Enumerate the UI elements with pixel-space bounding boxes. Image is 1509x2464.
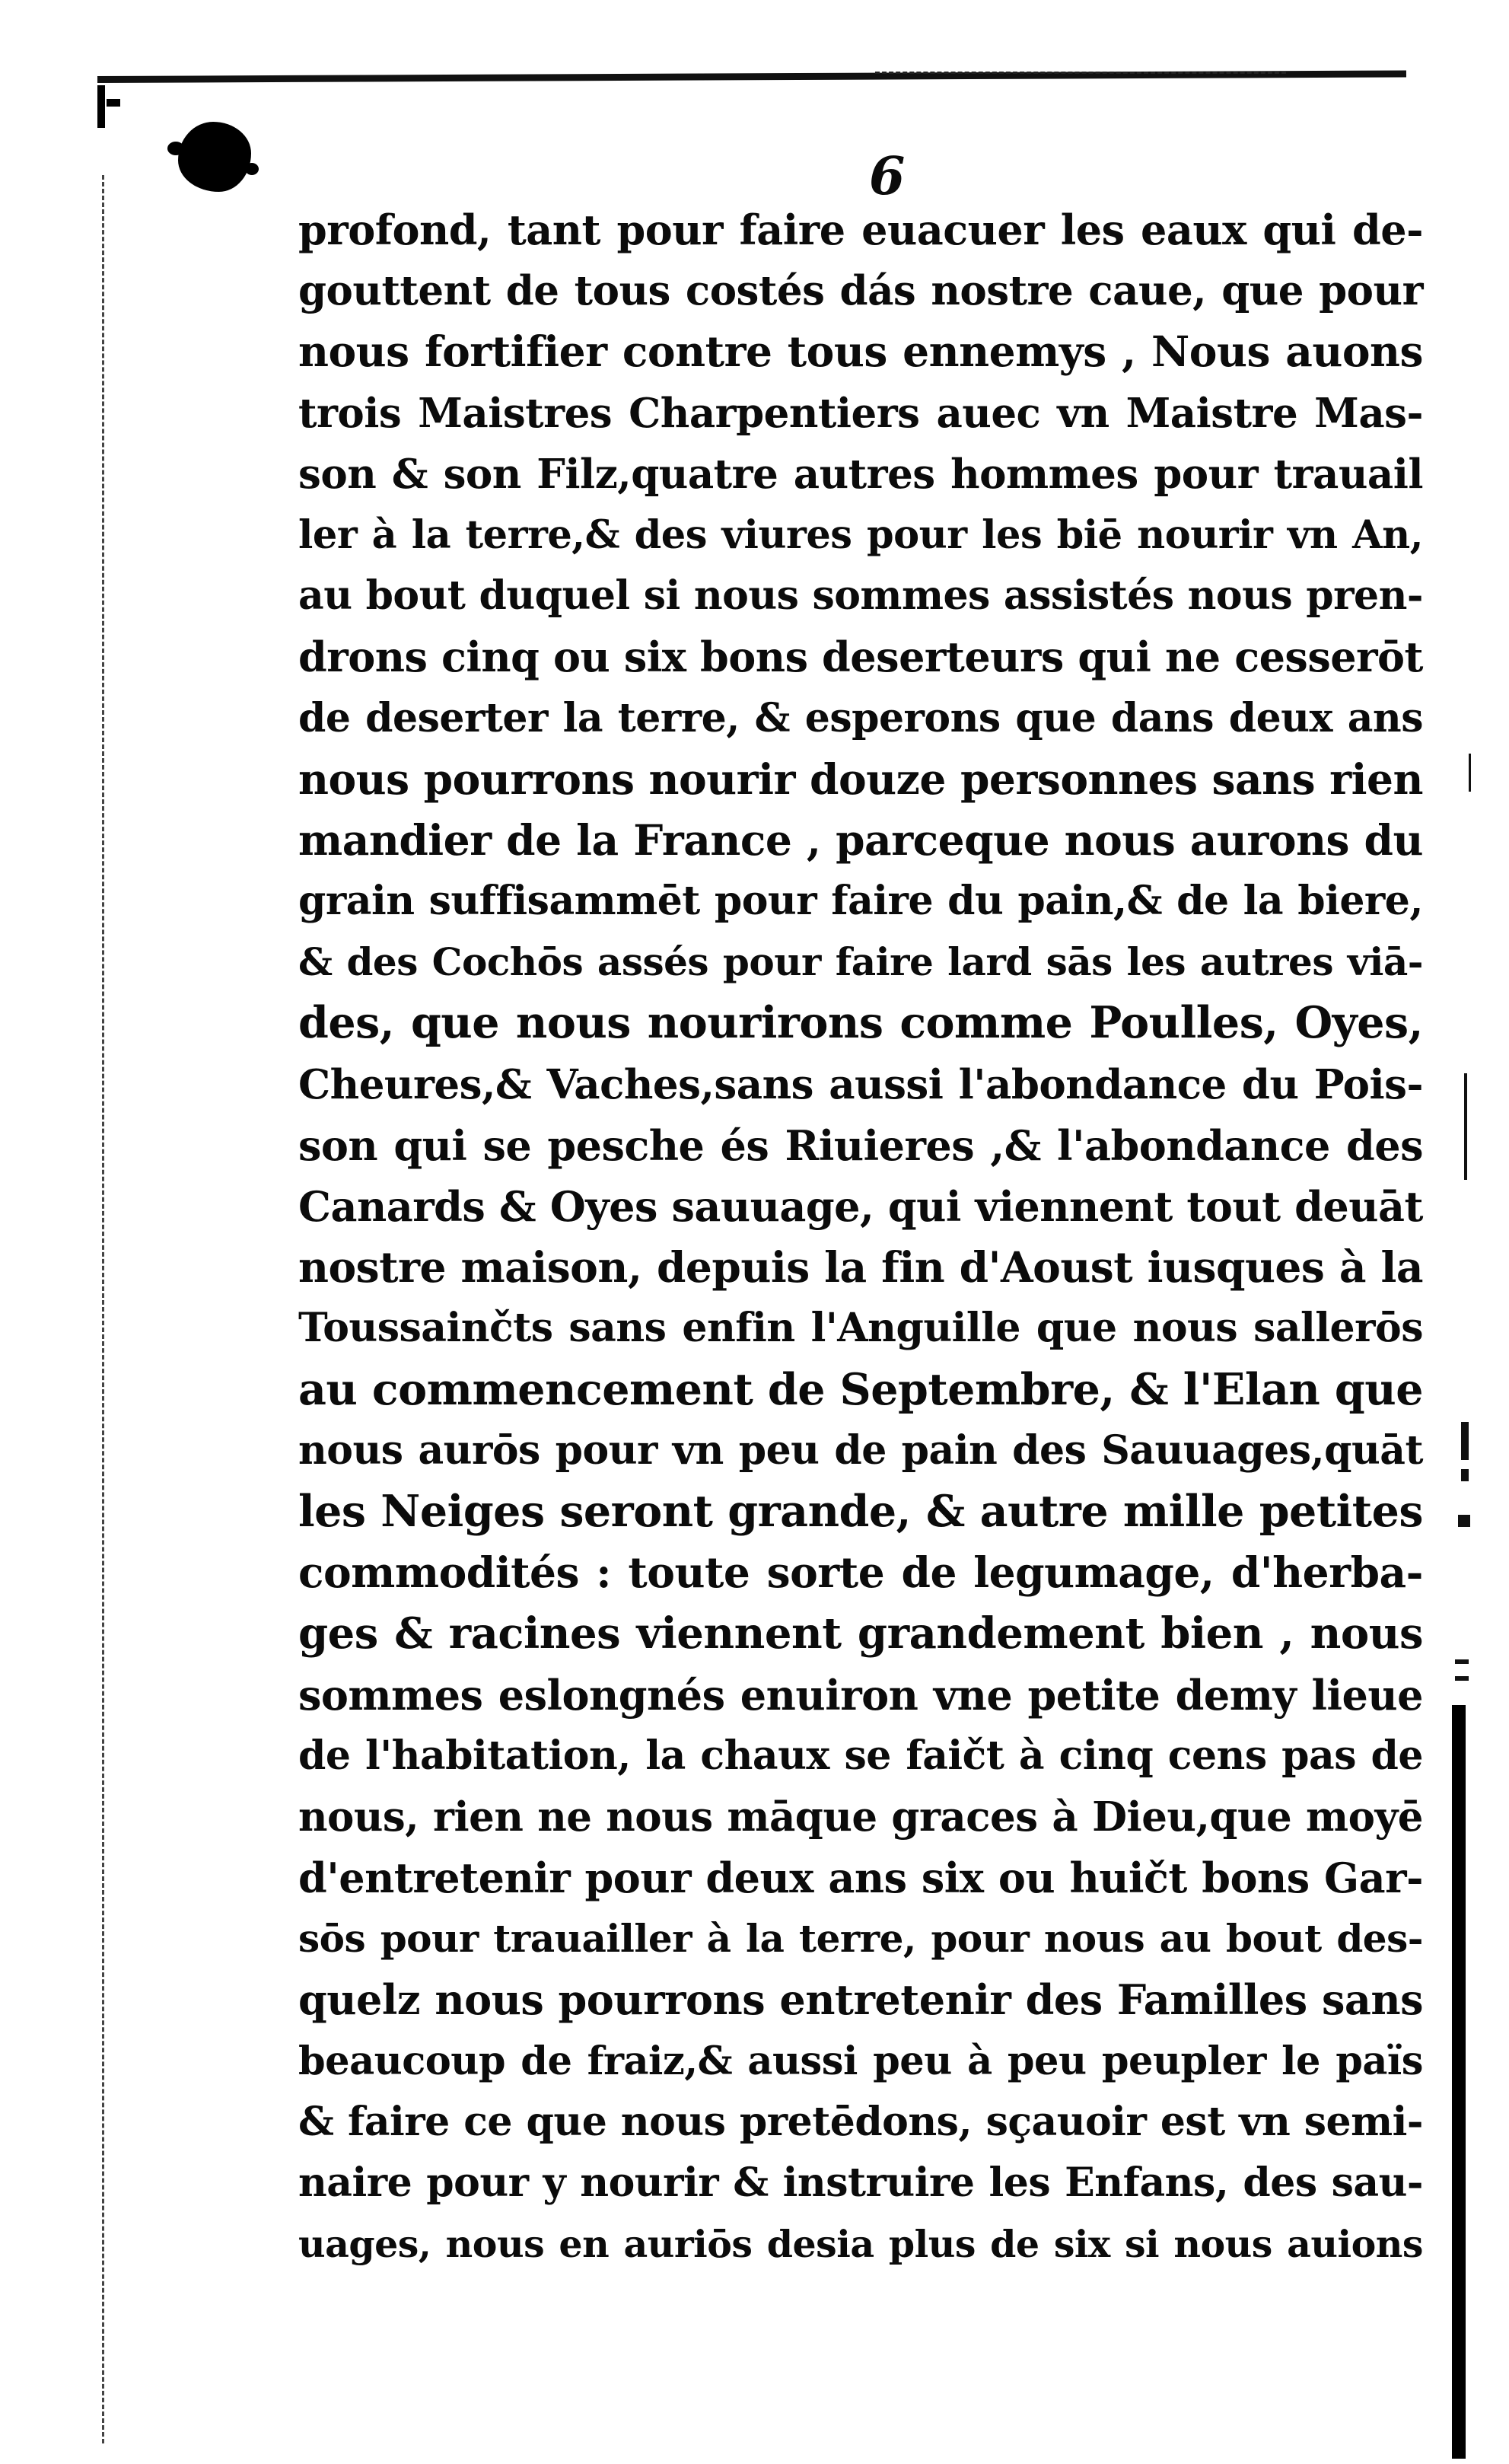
text-line: mandier de la France , parceque nous aurons du — [298, 814, 1423, 865]
text-line: nous, rien ne nous māque graces à Dieu,que moyē — [298, 1793, 1423, 1841]
text-line: nous fortifier contre tous ennemys , Nous auons — [298, 327, 1423, 377]
corner-mark — [107, 99, 120, 107]
text-line: son & son Filz,quatre autres hommes pour trauail — [298, 450, 1423, 498]
margin-tick — [1461, 1469, 1469, 1481]
ink-blot — [178, 122, 251, 192]
text-line: profond, tant pour faire euacuer les eaux qui de- — [298, 206, 1423, 254]
margin-tick — [1455, 1659, 1469, 1664]
text-line: beaucoup de fraiz,& aussi peu à peu peupler le païs — [298, 2038, 1423, 2084]
text-line: des, que nous nourirons comme Poulles, Oyes, — [298, 997, 1423, 1049]
text-line: de deserter la terre, & esperons que dans deux ans — [298, 694, 1423, 741]
body-text — [298, 199, 1423, 2274]
text-line: Cheures,& Vaches,sans aussi l'abondance du Pois- — [298, 1060, 1423, 1108]
text-line: gouttent de tous costés dás nostre caue, que pour — [298, 267, 1423, 315]
margin-tick — [1461, 1422, 1469, 1460]
text-line: & des Cochōs assés pour faire lard sās les autres viā- — [298, 939, 1423, 985]
corner-mark — [97, 85, 105, 128]
text-line: drons cinq ou six bons deserteurs qui ne cesserōt — [298, 633, 1423, 682]
text-line: nous pourrons nourir douze personnes sans rien — [298, 754, 1423, 804]
margin-bar — [1452, 1705, 1466, 2459]
page-number: 6 — [869, 146, 906, 207]
text-line: d'entretenir pour deux ans six ou huičt bons Gar- — [298, 1854, 1423, 1903]
text-line: de l'habitation, la chaux se faičt à cinq cens pas de — [298, 1732, 1423, 1779]
text-line: ler à la terre,& des viures pour les biē nourir vn An, — [298, 512, 1423, 558]
text-line: les Neiges seront grande, & autre mille petites — [298, 1485, 1423, 1537]
text-line: trois Maistres Charpentiers auec vn Maistre Mas- — [298, 389, 1423, 437]
top-rule-dash — [875, 72, 1286, 76]
text-line: Canards & Oyes sauuage, qui viennent tout deuāt — [298, 1182, 1423, 1231]
text-line: au bout duquel si nous sommes assistés nous pren- — [298, 572, 1423, 620]
page-edge — [102, 175, 104, 2443]
text-line: naire pour y nourir & instruire les Enfans, des sau- — [298, 2160, 1423, 2206]
text-line: & faire ce que nous pretēdons, sçauoir est vn semi- — [298, 2098, 1423, 2145]
text-line: au commencement de Septembre, & l'Elan que — [298, 1363, 1423, 1415]
margin-tick — [1455, 1676, 1469, 1681]
text-line: Toussainčts sans enfin l'Anguille que nous sallerōs — [298, 1305, 1423, 1352]
margin-tick — [1458, 1515, 1470, 1527]
text-line: uages, nous en auriōs desia plus de six si nous auions — [298, 2222, 1423, 2267]
text-line: grain suffisammēt pour faire du pain,& de la biere, — [298, 878, 1423, 925]
text-line: sommes eslongnés enuiron vne petite demy lieue — [298, 1670, 1423, 1720]
text-line: nostre maison, depuis la fin d'Aoust iusques à la — [298, 1242, 1423, 1293]
text-line: quelz nous pourrons entretenir des Familles sans — [298, 1975, 1423, 2025]
margin-tick — [1469, 754, 1471, 792]
text-line: commodités : toute sorte de legumage, d'herba- — [298, 1548, 1423, 1598]
margin-tick — [1464, 1073, 1467, 1180]
text-line: son qui se pesche és Riuieres ,& l'abondance des — [298, 1120, 1423, 1170]
text-line: sōs pour trauailler à la terre, pour nous au bout des- — [298, 1916, 1423, 1962]
text-line: nous aurōs pour vn peu de pain des Sauuages,quāt — [298, 1426, 1423, 1474]
text-line: ges & racines viennent grandement bien , nous — [298, 1608, 1423, 1659]
